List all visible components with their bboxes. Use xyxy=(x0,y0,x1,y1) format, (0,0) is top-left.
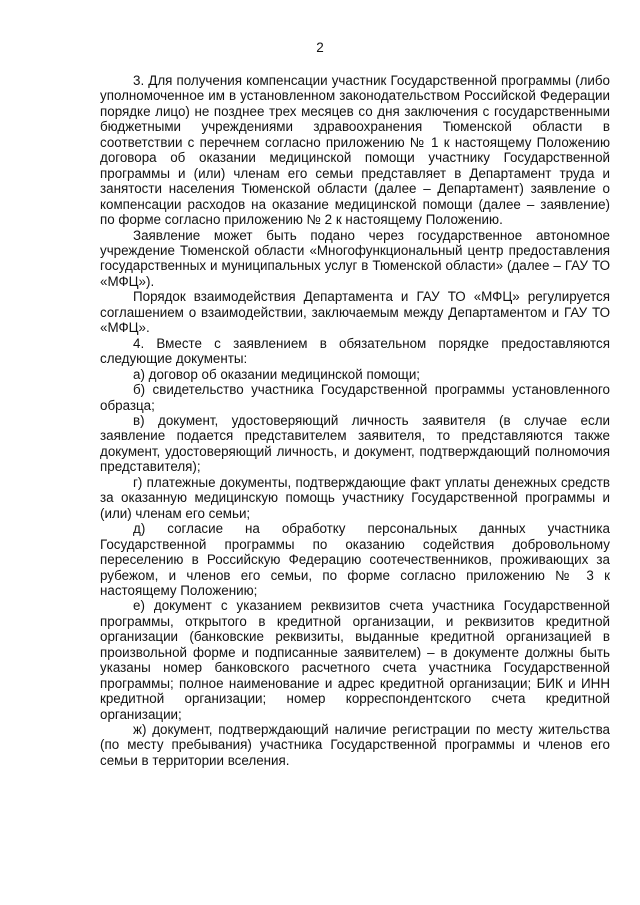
document-body xyxy=(100,73,610,768)
list-item-a: а) договор об оказании медицинской помощи; xyxy=(133,366,421,382)
list-item-b: б) свидетельство участника Государственной программы установленного образца; xyxy=(100,382,610,413)
list-item-e: е) документ с указанием реквизитов счета участника Государственной программы, открытого в кредитной организации, и реквизитов кредитной организации (банковские реквизиты, выданные кредитной организацией в произвольной форме и подписанные заявителем) – в документе должны быть указаны номер банковского расчетного счета участника Государственной программы; полное наименование и адрес кредитной организации; БИК и ИНН кредитной организации; номер корреспондентского счета кредитной организации; xyxy=(100,598,610,722)
paragraph-mfc-submission: Заявление может быть подано через государственное автономное учреждение Тюменской области «Многофункциональный центр предоставления государственных и муниципальных услуг в Тюменской области» (далее – ГАУ ТО «МФЦ»). xyxy=(100,227,610,289)
list-item-v: в) документ, удостоверяющий личность заявителя (в случае если заявление подается представителем заявителя, то представляются также документ, удостоверяющий личность, и документ, подтверждающий полномочия представителя); xyxy=(100,412,610,475)
list-item-zh: ж) документ, подтверждающий наличие регистрации по месту жительства (по месту пребывания) участника Государственной программы и членов его семьи в территории вселения. xyxy=(100,722,610,768)
paragraph-item-4: 4. Вместе с заявлением в обязательном порядке предоставляются следующие документы: xyxy=(100,335,610,367)
list-item-d: д) согласие на обработку персональных данных участника Государственной программы по оказанию содействия добровольному переселению в Российскую Федерацию соотечественников, проживающих за рубежом, и членов его семьи, по форме согласно приложению № 3 к настоящему Положению; xyxy=(100,521,610,598)
paragraph-interaction-order: Порядок взаимодействия Департамента и ГАУ ТО «МФЦ» регулируется соглашением о взаимодействии, заключаемым между Департаментом и ГАУ ТО «МФЦ». xyxy=(100,289,610,336)
page-number: 2 xyxy=(316,40,324,55)
paragraph-item-3: 3. Для получения компенсации участник Государственной программы (либо уполномоченное им в установленном законодательством Российской Федерации порядке лицо) не позднее трех месяцев со дня заключения с государственными бюджетными учреждениями здравоохранения Тюменской области в соответствии с перечнем согласно приложению № 1 к настоящему Положению договора об оказании медицинской помощи участнику Государственной программы и (или) членам его семьи представляет в Департамент труда и занятости населения Тюменской области (далее – Департамент) заявление о компенсации расходов на оказание медицинской помощи (далее – заявление) по форме согласно приложению № 2 к настоящему Положению. xyxy=(100,73,610,228)
list-item-g: г) платежные документы, подтверждающие факт уплаты денежных средств за оказанную медицинскую помощь участнику Государственной программы и (или) членам его семьи; xyxy=(100,474,610,521)
